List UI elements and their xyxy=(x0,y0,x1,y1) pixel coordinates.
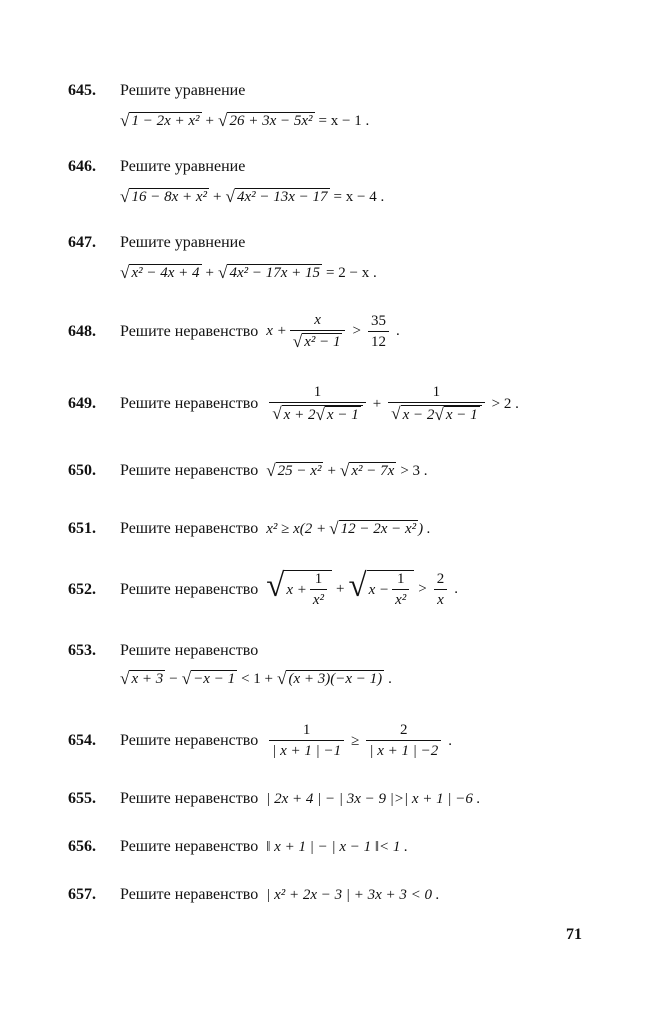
fraction: 1 √ x − 2 √ x − 1 xyxy=(388,384,485,424)
problem-number: 650. xyxy=(68,462,96,479)
numerator: 1 xyxy=(313,384,322,400)
rhs: = x − 4 . xyxy=(333,188,385,205)
fraction xyxy=(368,313,389,351)
denominator: x xyxy=(434,589,447,609)
denominator: x² xyxy=(392,589,409,609)
numerator: 35 xyxy=(370,312,386,329)
den-part: x − 1 xyxy=(445,407,478,423)
problem-label: Решите неравенство xyxy=(120,732,259,749)
problem-label: Решите неравенство xyxy=(120,886,259,903)
radicand: 16 − 8x + x² xyxy=(131,189,208,205)
problem-653 xyxy=(68,642,266,660)
problem-656 xyxy=(68,838,408,856)
radicand: −x − 1 xyxy=(193,671,236,687)
problem-647 xyxy=(68,234,253,252)
problem-649: 649. Решите неравенство 1 √ x + 2 √ x − 1 + 1 √ x − 2 √ x − 1 > 2 . xyxy=(68,384,519,424)
problem-646 xyxy=(68,158,253,176)
denominator: | x + 1 | −2 xyxy=(366,740,441,760)
mid: < 1 + xyxy=(241,670,274,687)
problem-number: 648. xyxy=(68,322,96,340)
radicand: 25 − x² xyxy=(277,463,322,479)
problem-label: Решите неравенство xyxy=(120,790,259,807)
den-part: x − 2 xyxy=(402,406,435,423)
radicand: x + 3 xyxy=(131,671,164,687)
formula-653: √ x + 3 − √ −x − 1 < 1 + √ (x + 3)(−x − 1) . xyxy=(120,669,392,688)
problem-number: 651. xyxy=(68,520,96,537)
radicand: x² − 4x + 4 xyxy=(131,265,200,281)
lead: x + xyxy=(266,323,287,339)
problem-label: Решите уравнение xyxy=(120,158,246,175)
formula-645: √ 1 − 2x + x² + √ 26 + 3x − 5x² = x − 1 . xyxy=(120,111,370,130)
numerator: x xyxy=(314,312,321,328)
radicand: 26 + 3x − 5x² xyxy=(229,113,313,129)
numerator: 1 xyxy=(432,384,441,400)
denominator: | x + 1 | −1 xyxy=(269,740,344,760)
problem-648 xyxy=(68,312,404,351)
radicand: 4x² − 13x − 17 xyxy=(236,189,328,205)
expression: | 2x + 4 | − | 3x − 9 |>| x + 1 | −6 . xyxy=(266,790,481,807)
numerator: 2 xyxy=(400,722,408,738)
end: . xyxy=(448,732,452,749)
lead: x + xyxy=(286,581,307,598)
den-part: x + 2 xyxy=(283,406,316,423)
problem-label: Решите неравенство xyxy=(120,642,259,659)
numerator: 1 xyxy=(314,571,323,587)
problem-650: 650. Решите неравенство √ 25 − x² + √ x² − 7x > 3 . xyxy=(68,461,428,480)
problem-645 xyxy=(68,82,253,100)
den-part: x − 1 xyxy=(326,407,359,423)
operator: ≥ xyxy=(351,732,360,749)
page-number: 71 xyxy=(566,926,582,943)
rhs: > 3 . xyxy=(400,462,428,479)
operator: > xyxy=(418,581,427,597)
lead: x − xyxy=(368,581,390,598)
problem-number: 645. xyxy=(68,82,96,99)
formula-647: √ x² − 4x + 4 + √ 4x² − 17x + 15 = 2 − x . xyxy=(120,263,377,282)
expression: | x² + 2x − 3 | + 3x + 3 < 0 . xyxy=(266,886,440,903)
rhs: = x − 1 . xyxy=(318,112,370,129)
end: . xyxy=(454,581,459,597)
end: . xyxy=(388,670,392,687)
operator: > xyxy=(352,323,361,339)
radicand: (x + 3)(−x − 1) xyxy=(288,671,383,687)
fraction: 1 √ x + 2 √ x − 1 xyxy=(269,384,366,424)
problem-number: 652. xyxy=(68,580,96,598)
problem-number: 654. xyxy=(68,732,96,749)
problem-label: Решите неравенство xyxy=(120,322,259,340)
problem-number: 657. xyxy=(68,886,96,903)
problem-number: 649. xyxy=(68,395,96,412)
problem-number: 646. xyxy=(68,158,96,175)
radicand: x² − 7x xyxy=(351,463,395,479)
rhs: > 2 . xyxy=(491,395,519,412)
problem-652: 652. Решите неравенство √ x + $\frac{1}{\text{x²}}$ + √ x − $\frac{1}{\text{x²}}$ > $\frac{2}{x}$ . xyxy=(68,568,459,608)
end: ) . xyxy=(418,520,431,537)
radicand: 12 − 2x − x² xyxy=(340,521,417,537)
radicand: 1 − 2x + x² xyxy=(131,113,200,129)
problem-label: Решите неравенство xyxy=(120,520,259,537)
problem-label: Решите уравнение xyxy=(120,234,246,251)
denominator: 12 xyxy=(368,331,389,351)
rhs: = 2 − x . xyxy=(326,264,377,281)
problem-label: Решите уравнение xyxy=(120,82,246,99)
problem-label: Решите неравенство xyxy=(120,462,259,479)
fraction: x √ x² − 1 xyxy=(290,312,346,351)
radicand: 4x² − 17x + 15 xyxy=(229,265,321,281)
problem-number: 653. xyxy=(68,642,96,659)
problem-label: Решите неравенство xyxy=(120,395,259,412)
problem-654 xyxy=(68,722,456,760)
problem-label: Решите неравенство xyxy=(120,838,259,855)
expression: ‖ x + 1 | − | x − 1 ‖< 1 . xyxy=(266,838,408,855)
end: . xyxy=(395,323,400,339)
denominator: x² xyxy=(310,589,327,609)
numerator: 1 xyxy=(396,571,405,587)
numerator: 1 xyxy=(302,722,311,738)
problem-655 xyxy=(68,790,480,808)
problem-number: 647. xyxy=(68,234,96,251)
problem-657 xyxy=(68,886,440,904)
formula-646: √ 16 − 8x + x² + √ 4x² − 13x − 17 = x − 4 . xyxy=(120,187,385,206)
radicand: x² − 1 xyxy=(304,334,341,350)
numerator: 2 xyxy=(436,570,445,587)
lead: x² ≥ x(2 + xyxy=(266,520,327,537)
problem-651: 651. Решите неравенство x² ≥ x(2 + √ 12 − 2x − x² ) . xyxy=(68,519,431,538)
problem-number: 655. xyxy=(68,790,96,807)
problem-number: 656. xyxy=(68,838,96,855)
problem-label: Решите неравенство xyxy=(120,580,259,598)
